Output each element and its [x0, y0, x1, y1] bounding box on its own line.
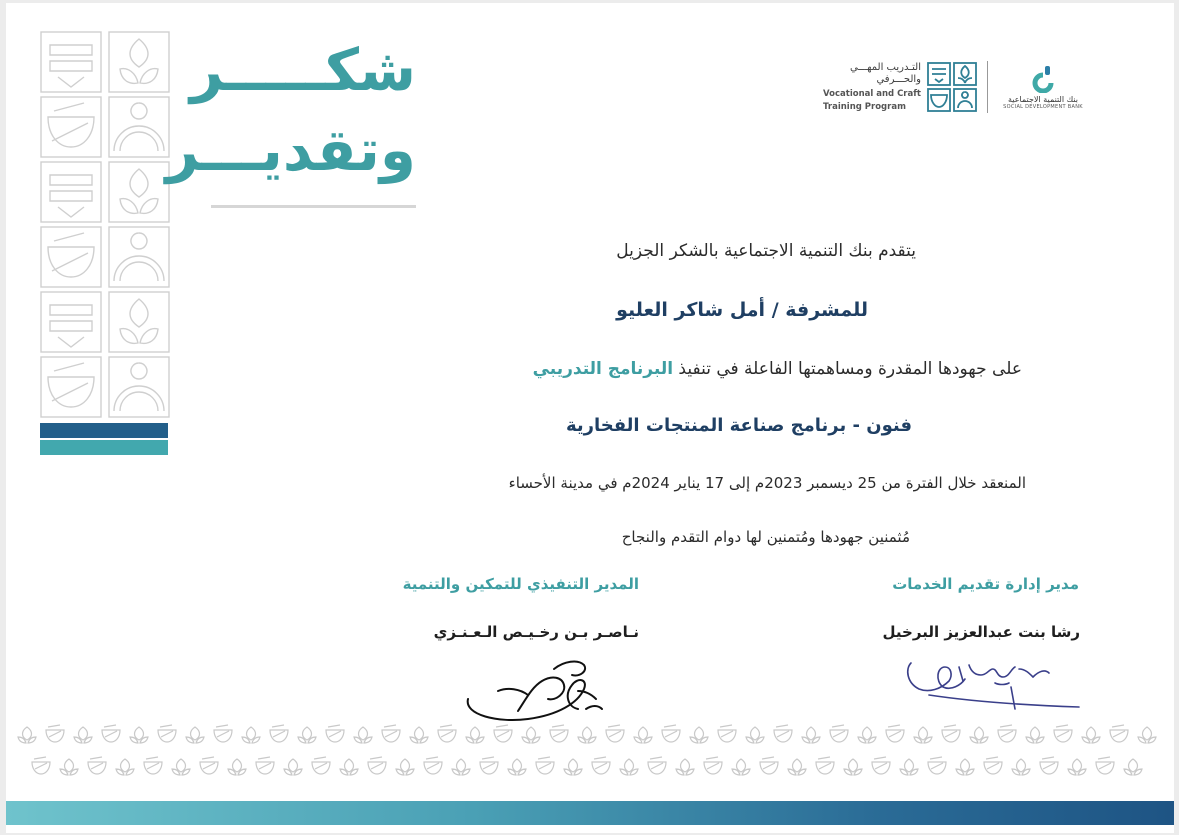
intro-text: يتقدم بنك التنمية الاجتماعية بالشكر الجزيل — [616, 241, 916, 261]
footer-gradient-bar — [6, 801, 1174, 825]
signatory-1-title: مدير إدارة تقديم الخدمات — [892, 575, 1079, 593]
signature-2 — [458, 651, 618, 731]
title-underline — [211, 205, 416, 208]
footer-pattern — [16, 721, 1166, 785]
logo-divider — [987, 61, 988, 113]
signature-1 — [899, 643, 1089, 713]
signatory-1-name: رشا بنت عبدالعزيز البرخيل — [882, 623, 1080, 641]
bank-emblem-icon — [1030, 65, 1056, 93]
title-thanks: شكـــــر — [190, 36, 416, 104]
program-name-ar-1: التـدريب المهـــي — [850, 61, 921, 73]
decorative-pattern — [40, 31, 172, 421]
effort-prefix: على جهودها المقدرة ومساهمتها الفاعلة في تنفيذ — [673, 359, 1022, 379]
program-name-en-1: Vocational and Craft — [823, 88, 921, 99]
certificate-page — [6, 3, 1174, 833]
program-name-ar-2: والحـــرفي — [876, 74, 921, 86]
signatory-2-name: نـاصـر بـن رخـيـص الـعـنـزي — [433, 623, 639, 641]
decorative-color-bars — [40, 423, 168, 455]
social-development-bank-logo — [998, 65, 1088, 110]
bank-name-ar: بنك التنمية الاجتماعية — [1008, 94, 1078, 104]
vocational-program-logo — [823, 62, 977, 113]
program-name-en-2: Training Program — [823, 101, 906, 112]
program-name: فنون - برنامج صناعة المنتجات الفخارية — [565, 415, 912, 436]
header-logos — [823, 61, 1088, 113]
title-appreciation: وتقديـــر — [165, 116, 416, 184]
program-icon-grid — [927, 62, 977, 112]
signatory-2-title: المدير التنفيذي للتمكين والتنمية — [402, 575, 639, 593]
wish-text: مُثمنين جهودها ومُتمنين لها دوام التقدم والنجاح — [621, 528, 910, 546]
bank-name-en: SOCIAL DEVELOPMENT BANK — [1003, 103, 1083, 110]
effort-text — [533, 359, 1022, 379]
bar-dark — [40, 423, 168, 438]
period-text: المنعقد خلال الفترة من 25 ديسمبر 2023م إلى 17 يناير 2024م في مدينة الأحساء — [508, 474, 1026, 492]
recipient-name: للمشرفة / أمل شاكر العليو — [616, 299, 868, 321]
bar-teal — [40, 440, 168, 455]
effort-highlight: البرنامج التدريبي — [532, 359, 674, 379]
